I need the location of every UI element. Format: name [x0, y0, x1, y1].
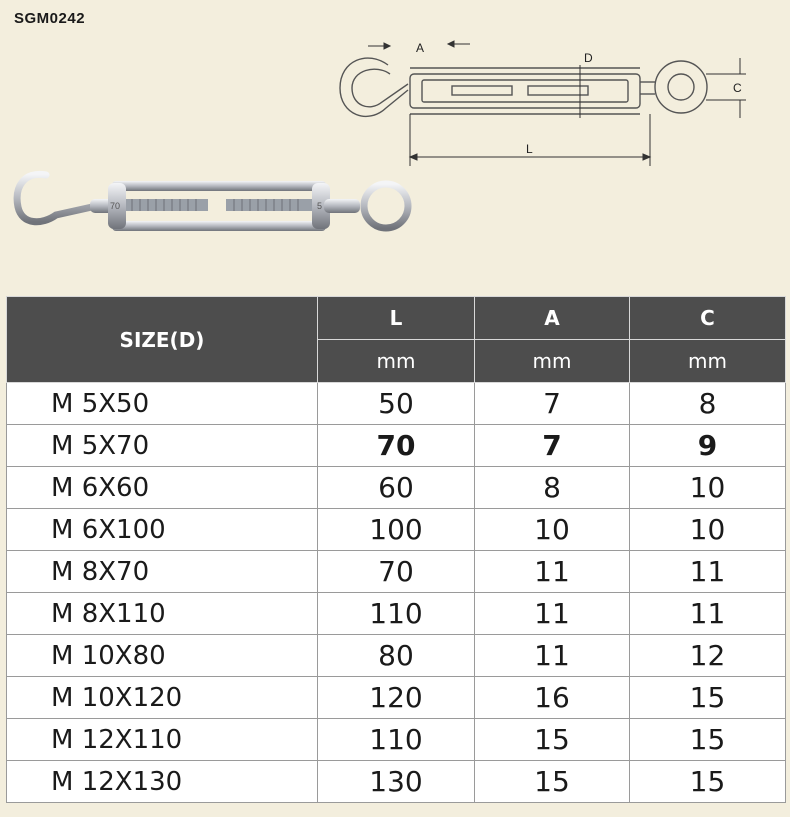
stamp-left: 70: [110, 201, 121, 211]
a-cell: 15: [475, 719, 630, 761]
c-cell: 8: [630, 383, 786, 425]
table-row: [7, 635, 786, 677]
size-cell: M 8X70: [7, 551, 318, 593]
c-cell: 15: [630, 677, 786, 719]
c-cell: 9: [630, 425, 786, 467]
size-cell: M 12X110: [7, 719, 318, 761]
l-cell: 100: [318, 509, 475, 551]
a-cell: 11: [475, 635, 630, 677]
turnbuckle-photo: [12, 165, 422, 245]
a-cell: 11: [475, 593, 630, 635]
table-row: [7, 467, 786, 509]
size-cell: M 6X100: [7, 509, 318, 551]
col-header-l: L: [318, 297, 475, 340]
table-row: [7, 383, 786, 425]
c-cell: 10: [630, 509, 786, 551]
a-cell: 7: [475, 425, 630, 467]
dim-c-label: C: [733, 81, 742, 95]
l-cell: 120: [318, 677, 475, 719]
dimension-diagram: [328, 30, 768, 180]
c-cell: 15: [630, 761, 786, 803]
product-code: SGM0242: [14, 10, 86, 27]
size-cell: M 6X60: [7, 467, 318, 509]
table-row: [7, 677, 786, 719]
l-cell: 130: [318, 761, 475, 803]
size-cell: M 10X80: [7, 635, 318, 677]
unit-c: mm: [630, 340, 786, 383]
table-row: [7, 425, 786, 467]
l-cell: 70: [318, 551, 475, 593]
l-cell: 110: [318, 593, 475, 635]
a-cell: 8: [475, 467, 630, 509]
l-cell: 50: [318, 383, 475, 425]
a-cell: 16: [475, 677, 630, 719]
col-header-c: C: [630, 297, 786, 340]
l-cell: 80: [318, 635, 475, 677]
size-cell: M 5X70: [7, 425, 318, 467]
table-row: [7, 509, 786, 551]
size-cell: M 10X120: [7, 677, 318, 719]
c-cell: 11: [630, 593, 786, 635]
size-header: SIZE(D): [7, 297, 318, 383]
a-cell: 11: [475, 551, 630, 593]
table-row: [7, 593, 786, 635]
dim-l-label: L: [526, 142, 533, 156]
table-row: [7, 761, 786, 803]
c-cell: 12: [630, 635, 786, 677]
l-cell: 70: [318, 425, 475, 467]
unit-l: mm: [318, 340, 475, 383]
l-cell: 60: [318, 467, 475, 509]
l-cell: 110: [318, 719, 475, 761]
unit-a: mm: [475, 340, 630, 383]
size-cell: M 5X50: [7, 383, 318, 425]
a-cell: 10: [475, 509, 630, 551]
dim-d-label: D: [584, 51, 593, 65]
col-header-a: A: [475, 297, 630, 340]
c-cell: 10: [630, 467, 786, 509]
size-cell: M 8X110: [7, 593, 318, 635]
c-cell: 11: [630, 551, 786, 593]
size-cell: M 12X130: [7, 761, 318, 803]
stamp-right: 5: [317, 201, 323, 211]
a-cell: 15: [475, 761, 630, 803]
table-row: [7, 551, 786, 593]
c-cell: 15: [630, 719, 786, 761]
table-row: [7, 719, 786, 761]
dim-a-label: A: [416, 41, 425, 55]
a-cell: 7: [475, 383, 630, 425]
size-table: [6, 296, 786, 803]
